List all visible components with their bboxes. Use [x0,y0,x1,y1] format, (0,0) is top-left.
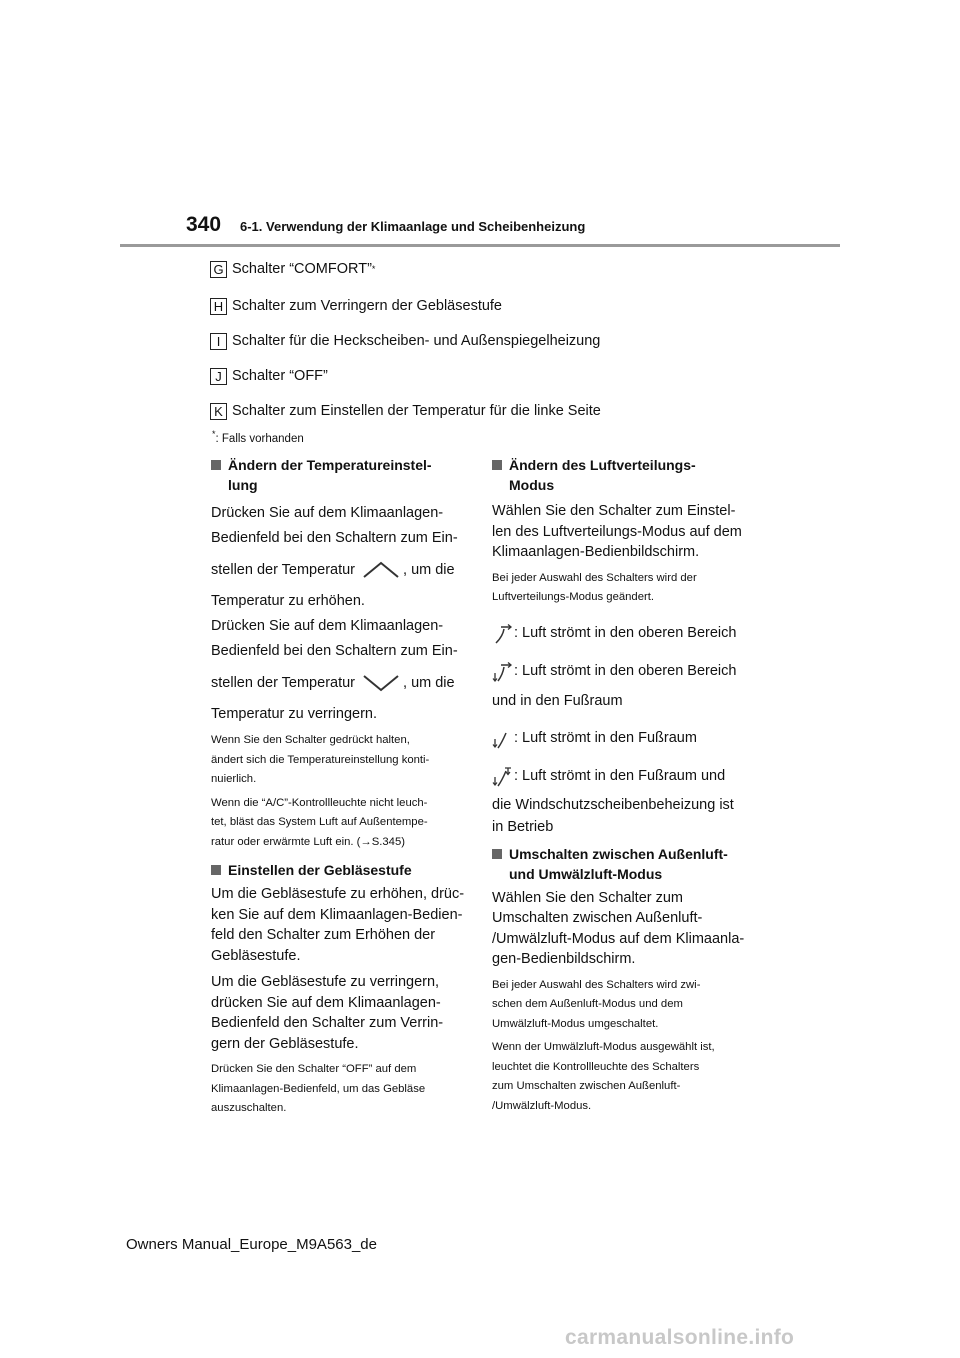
watermark: carmanualsonline.info [565,1326,795,1349]
airflow-feet-defrost-icon [492,766,514,788]
legend-text: Schalter “COMFORT” [232,261,372,277]
footnote-mark: * [212,429,216,439]
footer-text: Owners Manual_Europe_M9A563_de [126,1236,377,1253]
fan-decrease-paragraph: Um die Gebläsestufe zu verringern, drücken Sie auf dem Klimaanlagen- Bedienfeld den Schalter zum Verrin- gern der Gebläsestufe. [211,974,444,1052]
recirc-paragraph: Wählen Sie den Schalter zum Umschalten zwischen Außenluft- /Umwälzluft-Modus auf dem Klimaanla- gen-Bedienbildschirm. [492,889,745,967]
legend-letter: G [210,261,227,278]
legend-text: Schalter zum Verringern der Gebläsestufe [232,298,502,314]
airflow-mode-feet: : Luft strömt in den Fußraum [492,722,754,756]
legend-text: Schalter zum Einstellen der Temperatur für die linke Seite [232,403,601,419]
legend-text: Schalter für die Heckscheiben- und Außenspiegelheizung [232,333,601,349]
recirc-note-toggle: Bei jeder Auswahl des Schalters wird zwi- schen dem Außenluft-Modus und dem Umwälzluft-Modus umgeschaltet. [492,978,701,1030]
fan-increase-paragraph: Um die Gebläsestufe zu erhöhen, drüc- ken Sie auf dem Klimaanlagen-Bedien- feld den Schalter zum Erhöhen der Gebläsestufe. [211,886,465,964]
legend-letter: J [210,368,227,385]
right-column [492,455,754,1116]
footnote-marker: * [371,264,376,274]
airflow-mode-feet-defrost: : Luft strömt in den Fußraum und die Windschutzscheibenbeheizung ist in Betrieb [492,760,754,838]
footnote-text: : Falls vorhanden [215,432,304,445]
legend-letter: I [210,333,227,350]
temp-note-ac: Wenn die “A/C”-Kontrollleuchte nicht leuch- tet, bläst das System Luft auf Außentempe- ratur oder erwärmte Luft ein. (→S.345) [211,796,428,848]
legend-item-k [210,401,601,421]
legend-letter: K [210,403,227,420]
recirc-note-indicator: Wenn der Umwälzluft-Modus ausgewählt ist, leuchtet die Kontrollleuchte des Schalters zum Umschalten zwischen Außenluft- /Umwälzluft-Modus. [492,1041,715,1112]
airflow-face-icon [492,623,514,645]
chevron-up-icon [361,560,401,580]
bullet-square-icon [492,849,502,859]
bullet-square-icon [211,460,221,470]
airflow-feet-icon [492,728,514,750]
bullet-square-icon [211,865,221,875]
temp-heading: Ändern der Temperatureinstel- lung [211,455,473,495]
airflow-heading: Ändern des Luftverteilungs- Modus [492,455,754,495]
legend-item-j [210,366,328,386]
temp-note-hold: Wenn Sie den Schalter gedrückt halten, ändert sich die Temperatureinstellung konti- nuierlich. [211,734,430,785]
left-column [211,455,473,1119]
temp-increase-paragraph: Drücken Sie auf dem Klimaanlagen- Bedienfeld bei den Schaltern zum Ein- stellen der Temperatur , um die Temperatur zu erhöhen. [211,505,458,609]
legend-text: Schalter “OFF” [232,368,328,384]
fan-heading: Einstellen der Gebläsestufe [211,860,473,880]
legend-item-i [210,331,600,351]
recirc-heading: Umschalten zwischen Außenluft- und Umwälzluft-Modus [492,844,754,884]
page-number: 340 [186,213,222,236]
bullet-square-icon [492,460,502,470]
footnote [212,429,304,445]
section-title: 6-1. Verwendung der Klimaanlage und Scheibenheizung [240,219,586,234]
chevron-down-icon [361,673,401,693]
legend-letter: H [210,298,227,315]
legend-item-g [210,259,375,279]
airflow-note: Bei jeder Auswahl des Schalters wird der Luftverteilungs-Modus geändert. [492,571,697,603]
legend-item-h [210,296,502,316]
header-rule [120,244,840,247]
airflow-paragraph: Wählen Sie den Schalter zum Einstel- len des Luftverteilungs-Modus auf dem Klimaanlagen-Bedienbildschirm. [492,503,742,560]
temp-decrease-paragraph: Drücken Sie auf dem Klimaanlagen- Bedienfeld bei den Schaltern zum Ein- stellen der Temperatur , um die Temperatur zu verringern. [211,618,458,722]
airflow-mode-face: : Luft strömt in den oberen Bereich [492,616,754,652]
fan-note-off: Drücken Sie den Schalter “OFF” auf dem Klimaanlagen-Bedienfeld, um das Gebläse auszuschalten. [211,1063,426,1114]
airflow-mode-bilevel: : Luft strömt in den oberen Bereich und in den Fußraum [492,656,754,714]
airflow-bilevel-icon [492,661,514,683]
